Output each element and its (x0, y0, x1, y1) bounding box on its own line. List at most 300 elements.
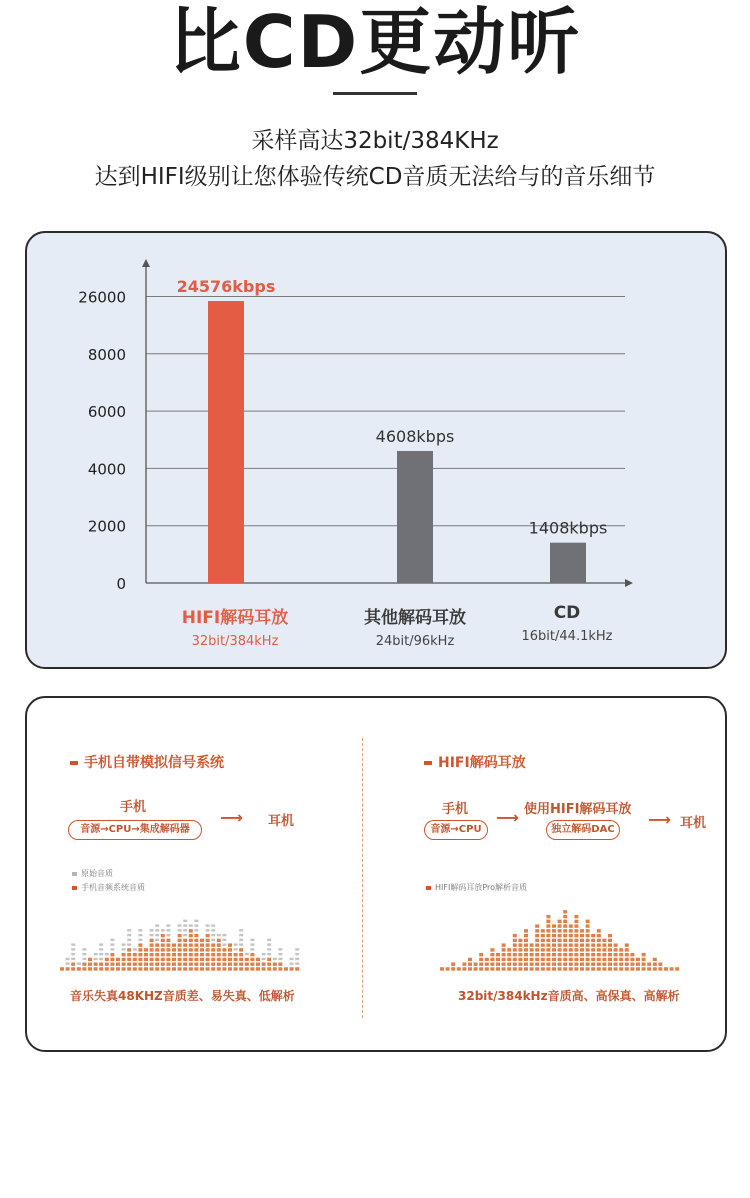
eq-segment (563, 910, 567, 913)
eq-segment (625, 967, 629, 970)
left-legend-1-text: 原始音质 (81, 869, 113, 878)
eq-segment (200, 967, 204, 970)
left-title-text: 手机自带模拟信号系统 (84, 755, 224, 771)
eq-segment (502, 953, 506, 956)
category-sub-1: 32bit/384kHz (191, 634, 279, 649)
eq-segment (206, 967, 210, 970)
eq-segment (597, 948, 601, 951)
eq-segment (614, 958, 618, 961)
eq-segment-gray (273, 958, 277, 960)
category-name-1: HIFI解码耳放 (181, 608, 289, 628)
legend-swatch-gray (72, 872, 77, 876)
eq-segment (122, 962, 126, 965)
eq-segment (166, 948, 170, 951)
eq-segment (217, 962, 221, 965)
eq-segment (552, 962, 556, 965)
right-device-label: 手机 (442, 802, 469, 817)
eq-segment (513, 948, 517, 951)
eq-segment (200, 939, 204, 942)
eq-segment (183, 967, 187, 970)
eq-segment-gray (71, 943, 75, 945)
legend-swatch-orange (72, 886, 77, 890)
eq-segment (563, 924, 567, 927)
eq-segment (591, 934, 595, 937)
eq-segment-gray (290, 958, 294, 960)
eq-segment (502, 967, 506, 970)
eq-segment (155, 958, 159, 961)
eq-segment (189, 953, 193, 956)
eq-segment (189, 929, 193, 932)
eq-segment-gray (82, 948, 86, 950)
eq-segment-gray (206, 924, 210, 926)
eq-segment (267, 967, 271, 970)
eq-segment (580, 948, 584, 951)
left-legend-1 (72, 868, 113, 879)
eq-segment (591, 967, 595, 970)
y-tick-label: 2000 (87, 517, 126, 536)
eq-segment (239, 967, 243, 970)
eq-segment (535, 943, 539, 946)
eq-segment (574, 967, 578, 970)
eq-segment (586, 962, 590, 965)
eq-segment (284, 967, 288, 970)
eq-segment (172, 958, 176, 961)
eq-segment (558, 934, 562, 937)
eq-segment-gray (194, 920, 198, 922)
eq-segment-gray (206, 929, 210, 931)
eq-segment (619, 948, 623, 951)
eq-segment (546, 915, 550, 918)
eq-segment (94, 967, 98, 970)
eq-segment (597, 962, 601, 965)
eq-segment-gray (250, 943, 254, 945)
eq-segment (535, 939, 539, 942)
eq-segment (530, 943, 534, 946)
eq-segment (183, 943, 187, 946)
eq-segment (535, 962, 539, 965)
eq-segment-gray (71, 953, 75, 955)
eq-segment (563, 915, 567, 918)
eq-segment (591, 943, 595, 946)
eq-segment (602, 943, 606, 946)
eq-segment (462, 962, 466, 965)
eq-segment (574, 915, 578, 918)
eq-segment-gray (183, 934, 187, 936)
eq-segment (451, 962, 455, 965)
eq-segment-gray (234, 948, 238, 950)
eq-segment (462, 967, 466, 970)
eq-segment (127, 953, 131, 956)
eq-segment-gray (71, 948, 75, 950)
eq-segment (558, 929, 562, 932)
eq-segment (552, 967, 556, 970)
eq-segment-gray (155, 924, 159, 926)
eq-segment (558, 939, 562, 942)
eq-segment (625, 962, 629, 965)
subtitle-line-1: 采样高达32bit/384KHz (251, 128, 499, 154)
eq-segment (77, 967, 81, 970)
eq-segment (194, 943, 198, 946)
eq-segment (502, 948, 506, 951)
eq-segment (563, 920, 567, 923)
right-arrow-icon-1: ⟶ (496, 808, 519, 827)
eq-segment (580, 939, 584, 942)
left-equalizer-graphic (60, 900, 300, 976)
eq-segment (144, 953, 148, 956)
eq-segment-gray (155, 934, 159, 936)
eq-segment (642, 967, 646, 970)
eq-segment (116, 958, 120, 961)
eq-segment (234, 962, 238, 965)
eq-segment (262, 962, 266, 965)
eq-segment (217, 943, 221, 946)
eq-segment (166, 958, 170, 961)
eq-segment (541, 967, 545, 970)
eq-segment-gray (161, 929, 165, 931)
eq-segment (150, 953, 154, 956)
eq-segment (122, 953, 126, 956)
eq-segment (183, 953, 187, 956)
eq-segment-gray (267, 948, 271, 950)
eq-segment (116, 967, 120, 970)
eq-segment (138, 948, 142, 951)
eq-segment (273, 962, 277, 965)
eq-segment (563, 958, 567, 961)
eq-segment (524, 929, 528, 932)
eq-segment (524, 958, 528, 961)
eq-segment (133, 958, 137, 961)
eq-segment (217, 939, 221, 942)
eq-segment (200, 958, 204, 961)
right-chain-pill: 音源→CPU (424, 820, 488, 840)
eq-segment (239, 962, 243, 965)
eq-segment (546, 943, 550, 946)
eq-segment (608, 958, 612, 961)
eq-segment (630, 953, 634, 956)
eq-segment-gray (211, 924, 215, 926)
eq-segment (211, 958, 215, 961)
eq-segment (625, 948, 629, 951)
eq-segment (625, 943, 629, 946)
eq-segment (597, 943, 601, 946)
eq-segment (574, 920, 578, 923)
eq-segment (166, 953, 170, 956)
eq-segment (619, 953, 623, 956)
eq-segment (127, 967, 131, 970)
eq-segment (228, 962, 232, 965)
eq-segment-gray (94, 958, 98, 960)
eq-segment (608, 967, 612, 970)
eq-segment (530, 953, 534, 956)
eq-segment (172, 948, 176, 951)
eq-segment (580, 934, 584, 937)
eq-segment-gray (262, 958, 266, 960)
eq-segment (94, 962, 98, 965)
eq-segment (468, 958, 472, 961)
eq-segment (490, 948, 494, 951)
eq-segment (245, 962, 249, 965)
eq-segment (211, 943, 215, 946)
eq-segment (189, 958, 193, 961)
category-sub-2: 24bit/96kHz (375, 634, 455, 649)
eq-segment (546, 929, 550, 932)
category-sub-3: 16bit/44.1kHz (521, 629, 613, 644)
eq-segment-gray (138, 934, 142, 936)
eq-segment (546, 958, 550, 961)
eq-segment (206, 953, 210, 956)
eq-segment-gray (278, 953, 282, 955)
eq-segment (178, 962, 182, 965)
eq-segment (200, 962, 204, 965)
eq-segment (591, 948, 595, 951)
eq-segment-gray (250, 939, 254, 941)
data-label: 4608kbps (375, 426, 455, 446)
eq-segment-gray (194, 924, 198, 926)
eq-segment (166, 967, 170, 970)
eq-segment (189, 967, 193, 970)
eq-segment (580, 962, 584, 965)
eq-segment (178, 953, 182, 956)
eq-segment (122, 958, 126, 961)
eq-segment (189, 943, 193, 946)
eq-segment (206, 958, 210, 961)
eq-segment-gray (82, 958, 86, 960)
eq-segment (200, 943, 204, 946)
eq-segment (166, 943, 170, 946)
eq-segment (591, 953, 595, 956)
eq-segment (563, 953, 567, 956)
eq-segment (150, 967, 154, 970)
eq-segment (166, 939, 170, 942)
eq-segment (99, 967, 103, 970)
eq-segment (558, 920, 562, 923)
eq-segment (507, 962, 511, 965)
legend-swatch-orange (426, 886, 431, 890)
eq-segment (178, 967, 182, 970)
eq-segment (524, 953, 528, 956)
eq-segment (278, 967, 282, 970)
eq-segment-gray (127, 934, 131, 936)
eq-segment (138, 962, 142, 965)
eq-segment (558, 943, 562, 946)
eq-segment (675, 967, 679, 970)
page-title: 比CD更动听 (168, 0, 582, 84)
eq-segment (546, 939, 550, 942)
eq-segment (88, 962, 92, 965)
category-name-2: 其他解码耳放 (364, 608, 466, 628)
eq-segment (574, 924, 578, 927)
eq-segment (144, 958, 148, 961)
eq-segment (530, 958, 534, 961)
eq-segment-gray (82, 953, 86, 955)
eq-segment (574, 962, 578, 965)
right-footer: 32bit/384kHz音质高、高保真、高解析 (458, 989, 680, 1003)
right-equalizer-graphic (440, 900, 680, 976)
eq-segment (586, 920, 590, 923)
eq-segment (150, 943, 154, 946)
eq-segment (211, 948, 215, 951)
eq-segment (183, 958, 187, 961)
eq-segment (586, 943, 590, 946)
eq-segment (541, 934, 545, 937)
eq-segment (563, 934, 567, 937)
eq-segment (138, 953, 142, 956)
eq-segment-gray (166, 934, 170, 936)
eq-segment (496, 967, 500, 970)
eq-segment (474, 967, 478, 970)
eq-segment (586, 948, 590, 951)
eq-segment (88, 958, 92, 961)
eq-segment-gray (110, 943, 114, 945)
eq-segment (619, 962, 623, 965)
right-stage-label: 使用HIFI解码耳放 (524, 802, 632, 817)
eq-segment (155, 967, 159, 970)
eq-segment (468, 967, 472, 970)
eq-segment (552, 953, 556, 956)
eq-segment (653, 967, 657, 970)
y-tick-label: 4000 (87, 460, 126, 479)
left-title-marker (70, 761, 78, 765)
eq-segment-gray (110, 948, 114, 950)
eq-segment (558, 958, 562, 961)
eq-segment (71, 967, 75, 970)
eq-segment (563, 943, 567, 946)
eq-segment (178, 943, 182, 946)
eq-segment (535, 929, 539, 932)
eq-segment (535, 953, 539, 956)
eq-segment (228, 948, 232, 951)
eq-segment (138, 958, 142, 961)
eq-segment (546, 962, 550, 965)
eq-segment (580, 953, 584, 956)
eq-segment-gray (239, 934, 243, 936)
y-tick-label: 6000 (87, 403, 126, 422)
eq-segment (290, 967, 294, 970)
y-tick-label: 26000 (78, 288, 126, 307)
eq-segment (155, 943, 159, 946)
eq-segment (490, 958, 494, 961)
eq-segment (295, 967, 299, 970)
eq-segment (206, 939, 210, 942)
eq-segment (150, 962, 154, 965)
eq-segment (546, 967, 550, 970)
eq-segment-gray (295, 958, 299, 960)
eq-segment (653, 962, 657, 965)
eq-segment (524, 967, 528, 970)
eq-segment (468, 962, 472, 965)
eq-segment (653, 958, 657, 961)
eq-segment-gray (290, 962, 294, 964)
eq-segment (591, 958, 595, 961)
eq-segment (541, 962, 545, 965)
eq-segment-gray (99, 958, 103, 960)
eq-segment-gray (105, 953, 109, 955)
eq-segment (546, 934, 550, 937)
eq-segment (217, 958, 221, 961)
eq-segment (586, 967, 590, 970)
eq-segment-gray (127, 929, 131, 931)
eq-segment (250, 962, 254, 965)
eq-segment (217, 948, 221, 951)
eq-segment (608, 939, 612, 942)
eq-segment-gray (77, 962, 81, 964)
eq-segment (502, 962, 506, 965)
eq-segment (569, 929, 573, 932)
eq-segment (479, 958, 483, 961)
eq-segment (127, 948, 131, 951)
eq-segment (66, 967, 70, 970)
eq-segment (552, 939, 556, 942)
left-legend-2-text: 手机音频系统音质 (81, 883, 145, 892)
eq-segment (541, 929, 545, 932)
eq-segment (507, 967, 511, 970)
eq-segment (513, 943, 517, 946)
eq-segment (194, 967, 198, 970)
eq-segment (530, 948, 534, 951)
eq-segment-gray (66, 958, 70, 960)
eq-segment (256, 962, 260, 965)
eq-segment (602, 953, 606, 956)
eq-segment (110, 962, 114, 965)
eq-segment (636, 967, 640, 970)
eq-segment (574, 943, 578, 946)
category-label-1 (155, 603, 315, 649)
y-tick-label: 8000 (87, 345, 126, 364)
eq-segment (496, 958, 500, 961)
eq-segment (172, 953, 176, 956)
eq-segment (541, 958, 545, 961)
eq-segment (133, 967, 137, 970)
eq-segment (239, 958, 243, 961)
eq-segment-gray (222, 939, 226, 941)
eq-segment-gray (150, 929, 154, 931)
eq-segment (574, 953, 578, 956)
eq-segment (608, 962, 612, 965)
eq-segment-gray (183, 924, 187, 926)
eq-segment (217, 953, 221, 956)
eq-segment-gray (211, 934, 215, 936)
eq-segment (670, 967, 674, 970)
eq-segment (440, 967, 444, 970)
eq-segment (234, 967, 238, 970)
eq-segment (194, 962, 198, 965)
eq-segment-gray (262, 953, 266, 955)
eq-segment (228, 958, 232, 961)
eq-segment (222, 958, 226, 961)
eq-segment (614, 943, 618, 946)
eq-segment (513, 953, 517, 956)
eq-segment (541, 948, 545, 951)
eq-segment (546, 948, 550, 951)
eq-segment (642, 958, 646, 961)
eq-segment-gray (166, 924, 170, 926)
eq-segment (558, 948, 562, 951)
eq-segment (507, 953, 511, 956)
eq-segment (200, 948, 204, 951)
eq-segment (597, 967, 601, 970)
eq-segment (647, 962, 651, 965)
eq-segment-gray (222, 943, 226, 945)
eq-segment (245, 958, 249, 961)
eq-segment (602, 939, 606, 942)
eq-segment (144, 962, 148, 965)
eq-segment (161, 953, 165, 956)
eq-segment (602, 962, 606, 965)
eq-segment (591, 962, 595, 965)
eq-segment (586, 924, 590, 927)
eq-segment (625, 958, 629, 961)
right-legend-1-text: HIFI解码耳放Pro解析音质 (435, 883, 528, 892)
